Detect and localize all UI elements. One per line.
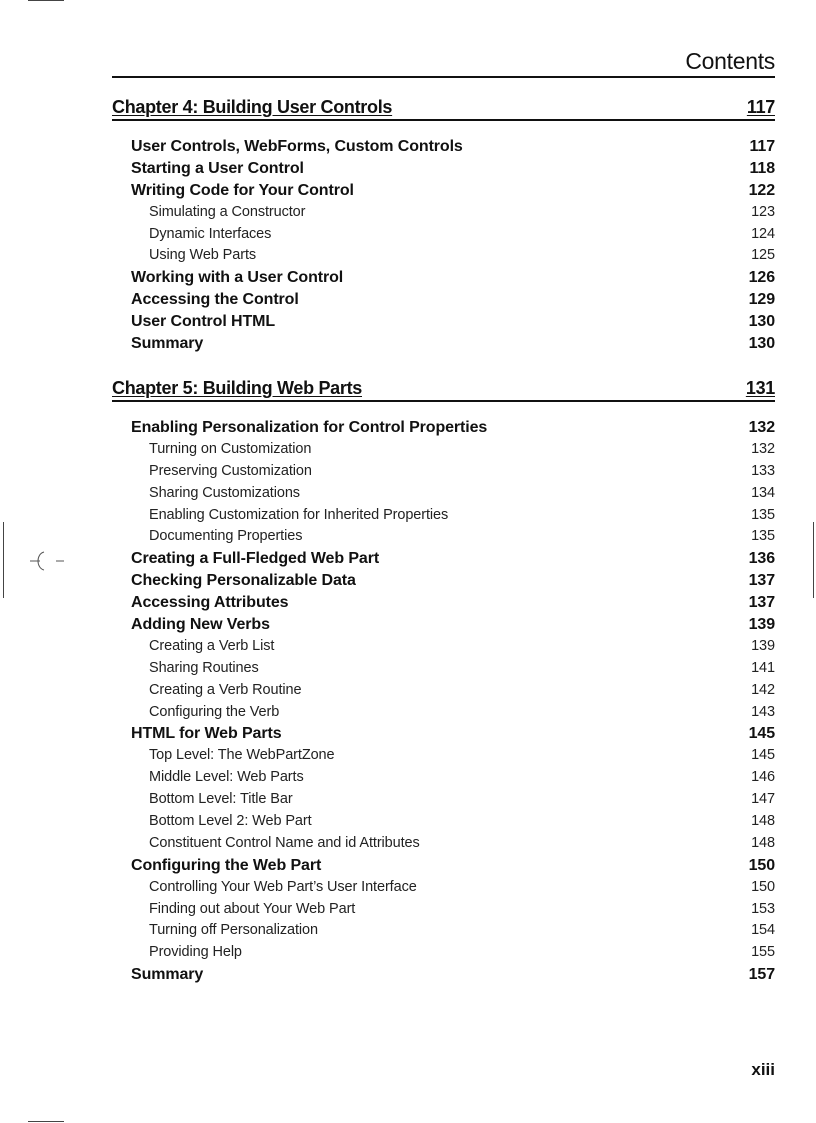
entry-title: Adding New Verbs xyxy=(131,616,270,634)
toc-entry[interactable] xyxy=(112,180,775,202)
chapter-page-number: 117 xyxy=(746,97,775,117)
entry-page: 132 xyxy=(748,419,775,436)
entry-page: 157 xyxy=(748,966,775,984)
page-folio: xiii xyxy=(751,1060,775,1079)
toc-subentry[interactable] xyxy=(112,658,775,680)
entry-page: 148 xyxy=(751,834,775,851)
toc-subentry[interactable] xyxy=(112,526,775,548)
toc-entry[interactable] xyxy=(112,592,775,614)
crop-mark-bottom-left xyxy=(28,1121,64,1122)
entry-title: Accessing Attributes xyxy=(131,594,289,612)
entry-title: Top Level: The WebPartZone xyxy=(149,747,335,764)
toc-entry[interactable] xyxy=(112,548,775,570)
toc-subentry[interactable] xyxy=(112,483,775,505)
chapter-heading[interactable] xyxy=(112,378,775,402)
entry-page: 126 xyxy=(748,269,775,287)
toc-entry[interactable] xyxy=(112,964,775,986)
entry-page: 118 xyxy=(749,159,775,177)
toc-entry[interactable] xyxy=(112,136,775,158)
chapter-page-number: 131 xyxy=(745,378,775,398)
header-rule xyxy=(112,76,775,78)
entry-page: 132 xyxy=(751,440,775,457)
entry-title: Turning off Personalization xyxy=(149,922,318,939)
entry-title: Constituent Control Name and id Attributes xyxy=(149,834,420,851)
entry-title: Turning on Customization xyxy=(149,440,312,457)
entry-title: Finding out about Your Web Part xyxy=(149,900,356,917)
toc-entry[interactable] xyxy=(112,855,775,877)
entry-page: 124 xyxy=(751,225,775,242)
entry-title: Enabling Personalization for Control Properties xyxy=(131,419,488,436)
entry-page: 141 xyxy=(751,659,775,676)
entry-title: Dynamic Interfaces xyxy=(149,225,272,242)
entry-title: Configuring the Verb xyxy=(149,703,280,720)
entry-page: 117 xyxy=(749,138,775,155)
entry-page: 135 xyxy=(751,528,775,545)
entry-page: 122 xyxy=(748,181,775,199)
entry-title: Configuring the Web Part xyxy=(131,856,322,874)
chapter-entries xyxy=(112,136,775,355)
toc-subentry[interactable] xyxy=(112,202,775,224)
entry-title: Controlling Your Web Part’s User Interface xyxy=(149,878,417,895)
crop-mark-top-left xyxy=(28,0,64,1)
entry-title: Accessing the Control xyxy=(131,291,299,309)
entry-page: 136 xyxy=(748,550,775,568)
toc-subentry[interactable] xyxy=(112,439,775,461)
entry-page: 155 xyxy=(751,944,775,961)
entry-title: Starting a User Control xyxy=(131,159,304,177)
toc-subentry[interactable] xyxy=(112,461,775,483)
entry-title: Bottom Level: Title Bar xyxy=(149,791,293,808)
entry-title: HTML for Web Parts xyxy=(131,725,282,743)
entry-page: 129 xyxy=(748,291,775,309)
toc-entry[interactable] xyxy=(112,614,775,636)
entry-title: Bottom Level 2: Web Part xyxy=(149,813,312,830)
chapter-heading[interactable] xyxy=(112,97,775,121)
entry-page: 139 xyxy=(751,637,775,654)
entry-page: 139 xyxy=(748,616,775,634)
chapter-title: Chapter 5: Building Web Parts xyxy=(112,378,362,398)
toc-subentry[interactable] xyxy=(112,245,775,267)
entry-title: Using Web Parts xyxy=(149,247,257,264)
toc-entry[interactable] xyxy=(112,417,775,439)
toc-entry[interactable] xyxy=(112,570,775,592)
crop-mark-left-edge xyxy=(3,522,4,598)
toc-subentry[interactable] xyxy=(112,920,775,942)
entry-page: 130 xyxy=(748,335,775,353)
entry-title: Documenting Properties xyxy=(149,528,303,545)
entry-page: 137 xyxy=(748,572,775,590)
entry-page: 148 xyxy=(751,813,775,830)
entry-title: Providing Help xyxy=(149,944,242,961)
entry-page: 146 xyxy=(751,769,775,786)
toc-subentry[interactable] xyxy=(112,767,775,789)
entry-page: 145 xyxy=(751,747,775,764)
entry-title: Simulating a Constructor xyxy=(149,203,306,220)
entry-title: Preserving Customization xyxy=(149,462,312,479)
entry-page: 154 xyxy=(751,922,775,939)
toc-subentry[interactable] xyxy=(112,505,775,527)
entry-page: 137 xyxy=(748,594,775,612)
entry-title: Middle Level: Web Parts xyxy=(149,769,304,786)
chapter-entries xyxy=(112,417,775,986)
entry-title: Sharing Customizations xyxy=(149,484,300,501)
toc-page xyxy=(112,0,775,1123)
toc-subentry[interactable] xyxy=(112,942,775,964)
entry-title: Creating a Full-Fledged Web Part xyxy=(131,550,380,568)
toc-subentry[interactable] xyxy=(112,789,775,811)
toc-subentry[interactable] xyxy=(112,636,775,658)
entry-title: Creating a Verb List xyxy=(149,637,275,654)
entry-page: 142 xyxy=(751,681,775,698)
entry-page: 153 xyxy=(751,900,775,917)
entry-page: 145 xyxy=(748,725,775,743)
toc-subentry[interactable] xyxy=(112,833,775,855)
toc-entry[interactable] xyxy=(112,723,775,745)
crop-mark-right-edge xyxy=(813,522,814,598)
toc-subentry[interactable] xyxy=(112,877,775,899)
entry-page: 134 xyxy=(751,484,775,501)
entry-page: 143 xyxy=(751,703,775,720)
chapter-title: Chapter 4: Building User Controls xyxy=(112,97,393,117)
entry-title: Enabling Customization for Inherited Properties xyxy=(149,506,449,523)
toc-entry[interactable] xyxy=(112,267,775,289)
running-header: Contents xyxy=(685,48,775,74)
toc-subentry[interactable] xyxy=(112,811,775,833)
entry-title: Working with a User Control xyxy=(131,269,344,287)
entry-page: 150 xyxy=(748,856,775,874)
toc-subentry[interactable] xyxy=(112,680,775,702)
entry-title: Summary xyxy=(131,335,204,353)
entry-title: User Controls, WebForms, Custom Controls xyxy=(131,138,463,155)
entry-page: 133 xyxy=(751,462,775,479)
entry-title: Writing Code for Your Control xyxy=(131,181,354,199)
entry-page: 147 xyxy=(751,791,775,808)
entry-title: User Control HTML xyxy=(131,313,276,331)
entry-page: 135 xyxy=(751,506,775,523)
entry-title: Sharing Routines xyxy=(149,659,259,676)
entry-page: 130 xyxy=(748,313,775,331)
registration-mark-icon xyxy=(30,548,70,574)
toc-entry[interactable] xyxy=(112,333,775,355)
toc-subentry[interactable] xyxy=(112,224,775,246)
entry-page: 150 xyxy=(751,878,775,895)
entry-page: 123 xyxy=(751,203,775,220)
toc-entry[interactable] xyxy=(112,311,775,333)
toc-subentry[interactable] xyxy=(112,899,775,921)
entry-title: Summary xyxy=(131,966,204,984)
toc-subentry[interactable] xyxy=(112,702,775,724)
entry-page: 125 xyxy=(751,247,775,264)
toc-entry[interactable] xyxy=(112,158,775,180)
toc-entry[interactable] xyxy=(112,289,775,311)
entry-title: Checking Personalizable Data xyxy=(131,572,356,590)
entry-title: Creating a Verb Routine xyxy=(149,681,302,698)
toc-subentry[interactable] xyxy=(112,745,775,767)
